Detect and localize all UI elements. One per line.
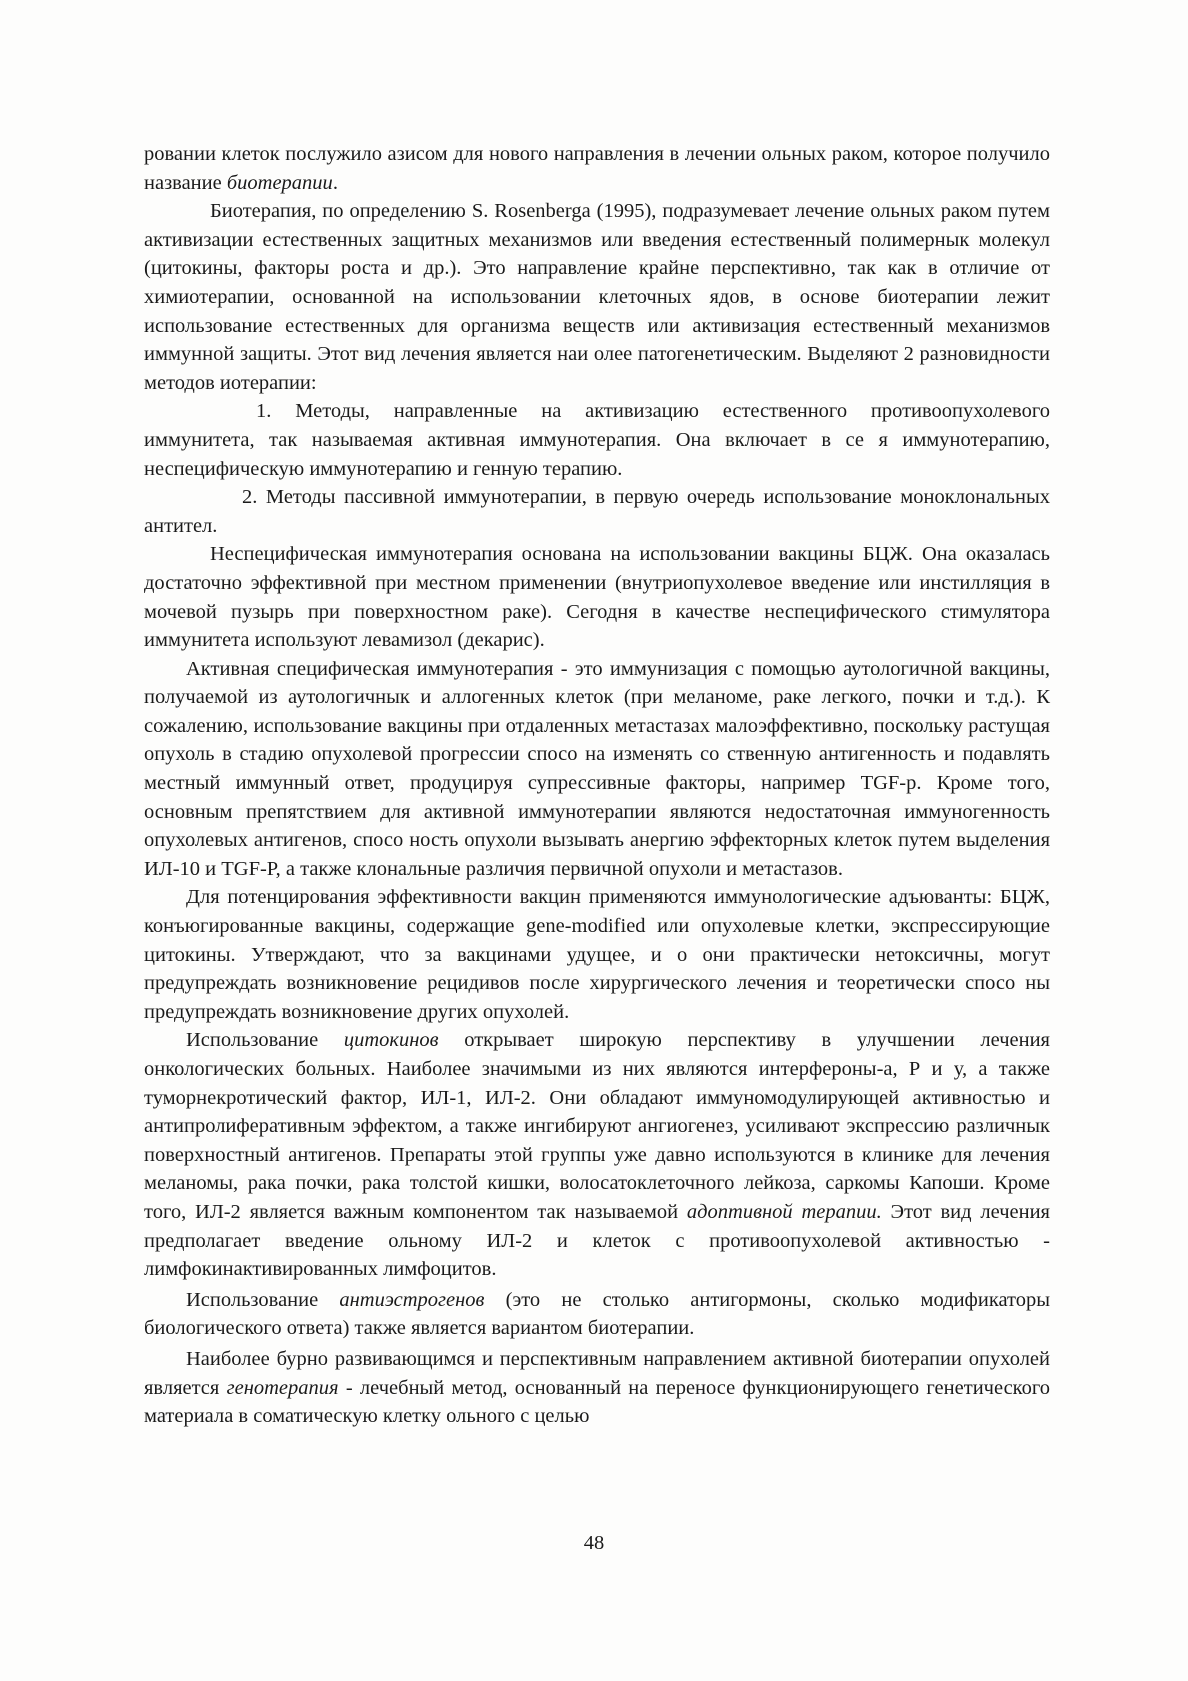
paragraph-antiestrogens: Использование антиэстрогенов (это не столько антигормоны, сколько модификаторы биологического ответа) также является вариантом биотерапии. <box>144 1288 1050 1340</box>
italic-term: биотерапии <box>226 171 333 194</box>
paragraph-active-specific-immunotherapy: Активная специфическая иммунотерапия - это иммунизация с помощью аутологичной вакцины, получаемой из аутологичнык и аллогенных клеток (при меланоме, раке легкого, почки и т.д.). К сожалению, использование вакцины при отдаленных метастазах малоэффективно, поскольку растущая опухоль в стадию опухолевой прогрессии спосо на изменять со ственную антигенность и подавлять местный иммунный ответ, продуцируя супрессивные факторы, например TGF-p. Кроме того, основным препятствием для активной иммунотерапии являются недостаточная иммуногенность опухолевых антигенов, спосо ность опухоли вызывать анергию эффекторных клеток путем выделения ИЛ-10 и TGF-Р, а также клональные различия первичной опухоли и метастазов. <box>144 657 1050 880</box>
italic-term: цитокинов <box>343 1029 439 1052</box>
body-text <box>144 140 1050 1431</box>
paragraph-biotherapy-definition: Биотерапия, по определению S. Rosenberga (1995), подразумевает лечение ольных раком путем активизации естественных защитных механизмов или введения естественный полимернык молекул (цитокины, факторы роста и др.). Это направление крайне перспективно, так как в отличие от химиотерапии, основанной на использовании клеточных ядов, в основе биотерапии лежит использование естественных для организма веществ или активизация естественный механизмов иммунной защиты. Этот вид лечения является наи олее патогенетическим. Выделяют 2 разновидности методов иотерапии: <box>144 200 1050 394</box>
paragraph-nonspecific-immunotherapy: Неспецифическая иммунотерапия основана на использовании вакцины БЦЖ. Она оказалась достаточно эффективной при местном применении (внутриопухолевое введение или инстилляция в мочевой пузырь при поверхностном раке). Сегодня в качестве неспецифического стимулятора иммунитета используют левамизол (декарис). <box>144 543 1050 652</box>
page-number: 48 <box>583 1532 605 1554</box>
italic-term: адоптивной терапии. <box>686 1200 882 1223</box>
paragraph-continuation: ровании клеток послужило азисом для нового направления в лечении ольных раком, которое получило название биотерапии. <box>144 143 1050 194</box>
paragraph-vaccine-adjuvants: Для потенцирования эффективности вакцин применяются иммунологические адъюванты: БЦЖ, конъюгированные вакцины, содержащие gene-modified или опухолевые клетки, экспрессирующие цитокины. Утверждают, что за вакцинами удущее, и о они практически нетоксичны, могут предупреждать возникновение рецидивов после хирургического лечения и теоретически спосо ны предупреждать возникновение других опухолей. <box>144 886 1050 1023</box>
italic-term: антиэстрогенов <box>339 1288 485 1311</box>
paragraph-cytokines: Использование цитокинов открывает широкую перспективу в улучшении лечения онкологических больных. Наиболее значимыми из них являются интерфероны-а, Р и у, а также туморнекротический фактор, ИЛ-1, ИЛ-2. Они обладают иммуномодулирующей активностью и антипролиферативным эффектом, а также ингибируют ангиогенез, усиливают экспрессию различнык поверхностный антигенов. Препараты этой группы уже давно используются в клинике для лечения меланомы, рака почки, рака толстой кишки, волосатоклеточного лейкоза, саркомы Капоши. Кроме того, ИЛ-2 является важным компонентом так называемой адоптивной терапии. Этот вид лечения предполагает введение ольному ИЛ-2 и клеток с противоопухолевой активностью - лимфокинактивированных лимфоцитов. <box>144 1029 1050 1281</box>
list-item-1: 1. Методы, направленные на активизацию естественного противоопухолевого иммунитета, так называемая активная иммунотерапия. Она включает в се я иммунотерапию, неспецифическую иммунотерапию и генную терапию. <box>144 400 1050 480</box>
paragraph-gene-therapy: Наиболее бурно развивающимся и перспективным направлением активной биотерапии опухолей является генотерапия - лечебный метод, основанный на переносе функционирующего генетического материала в соматическую клетку ольного с целью <box>144 1347 1050 1428</box>
list-item-2: 2. Методы пассивной иммунотерапии, в первую очередь использование моноклональных антител. <box>144 486 1050 537</box>
italic-term: генотерапия <box>226 1376 339 1399</box>
